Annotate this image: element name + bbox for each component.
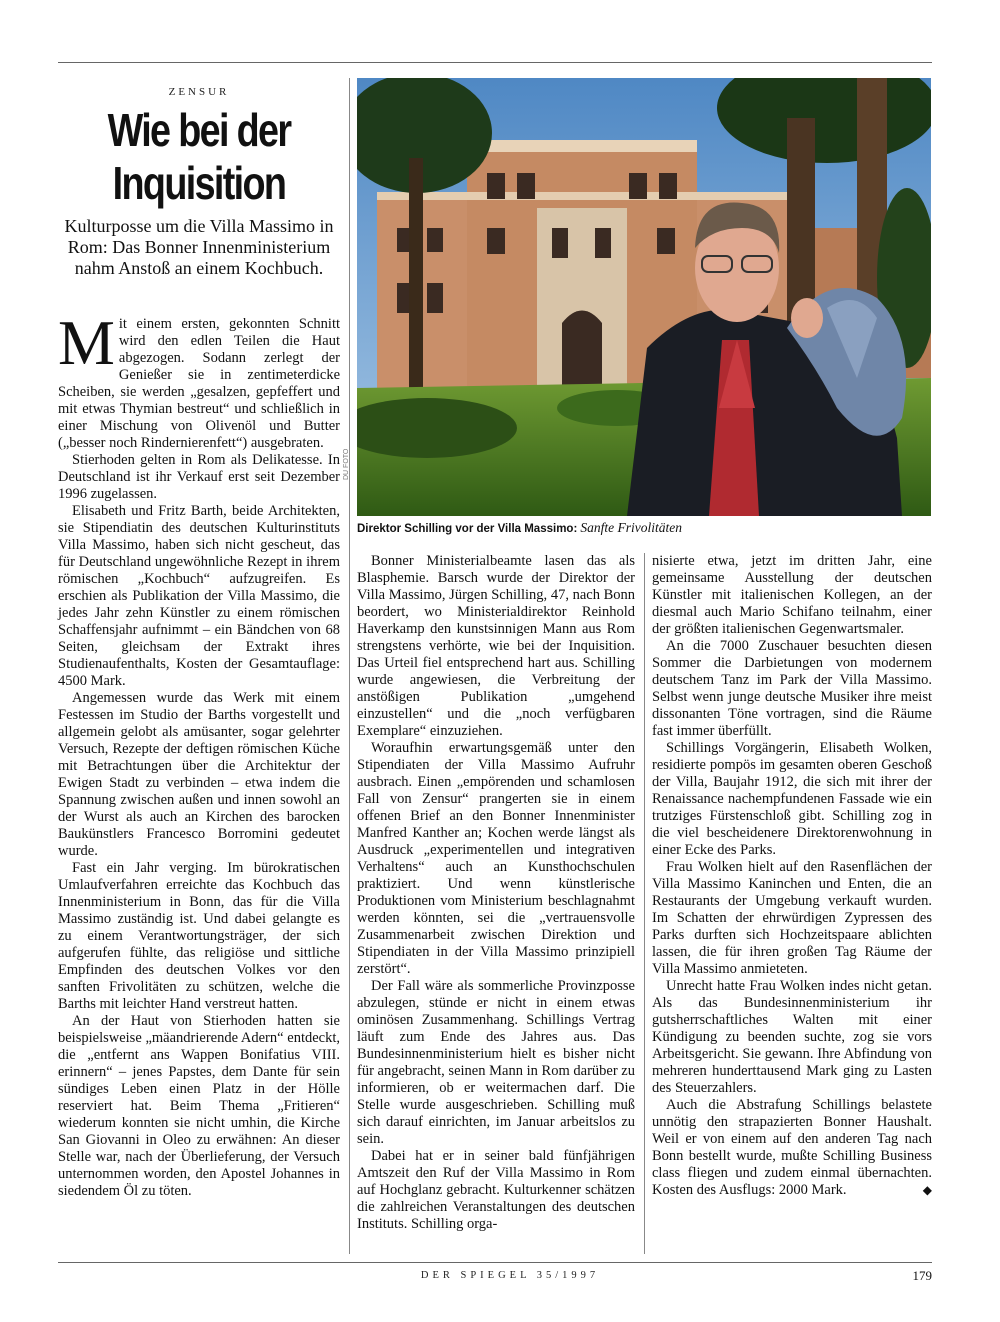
headline: Wie bei der Inquisition [107,104,291,209]
page-number: 179 [912,1268,932,1283]
paragraph: Schillings Vorgängerin, Elisabeth Wolken, residierte pompös im gesamten oberen Geschoß der Villa, Baujahr 1912, die sich mit ihrer der Renaissance nachempfundenen Fassade wie ein trutziges Fürstenschloß gibt. Schilling zog in die viel bescheidenere Direktorenwohnung in einer Ecke des Parks. [652,740,932,858]
paragraph [652,1097,932,1199]
paragraph: Angemessen wurde das Werk mit einem Festessen im Studio der Barths vorgestellt und allgemein gelobt als amüsanter, sogar gelehrter Versuch, Rezepte der deftigen römischen Küche mit Betrachtungen über die Architektur der Ewigen Stadt zu verbinden – etwa indem die Spannung zwischen außen und innen sowohl an der Wurst als auch an Kirchen des barocken Baukünstlers Francesco Borromini gedeutet wurde. [58,690,340,859]
paragraph: An der Haut von Stierhoden hatten sie beispielsweise „mäandrierende Adern“ entdeckt, die „entfernt ans Wappen Bonifatius VIII. erinnern“ – jenes Papstes, dem Dante für sein sündiges Leben einen Platz in der Hölle reserviert hat. Beim Thema „Fritieren“ wiederum konnten sie nicht umhin, die Kirche San Giovanni in Oleo zu erwähnen: An dieser Stelle war, nach der Überlieferung, der Versuch unternommen worden, den Apostel Johannes in siedendem Öl zu töten. [58,1013,340,1199]
article-column-3 [652,553,932,1199]
paragraph: Bonner Ministerialbeamte lasen das als Blasphemie. Barsch wurde der Direktor der Villa Massimo, Jürgen Schilling, 47, nach Bonn beordert, wo Ministerialdirektor Reinhold Haverkamp den kunstsinnigen Mann aus Rom strengstens verhörte, wie bei der Inquisition. Das Urteil fiel entsprechend hart aus. Schilling wurde angewiesen, die Verbreitung der anstößigen Publikation „umgehend einzustellen“ und die „noch verfügbaren Exemplare“ einzuziehen. [357,553,635,739]
article-column-1 [58,307,340,1200]
paragraph: Der Fall wäre als sommerliche Provinzposse abzulegen, stünde er nicht in einem etwas ominösen Zusammenhang. Schillings Vertrag läuft zum Ende des Jahres aus. Das Bundesinnenministerium hielt es bisher nicht für angebracht, seinen Mann in Rom darüber zu informieren, ob er weitermachen darf. Die Stelle wurde ausgeschrieben. Schilling muß sich darauf einrichten, im Januar arbeitslos zu sein. [357,978,635,1147]
drop-cap: M [58,307,115,378]
deck: Kulturposse um die Villa Massimo in Rom: Das Bonner Innenministerium nahm Anstoß an einem Kochbuch. [64,216,334,278]
top-rule [58,62,932,63]
paragraph: Unrecht hatte Frau Wolken indes nicht getan. Als das Bundesinnenministerium ihr gutsherrschaftliches Walten mit einer Kündigung zu beenden suchte, zog sie vors Arbeitsgericht. Sie gewann. Ihre Abfindung von mehreren hunderttausend Mark ging zu Lasten des Steuerzahlers. [652,978,932,1096]
end-mark-diamond: ◆ [922,1183,932,1197]
paragraph: Frau Wolken hielt auf den Rasenflächen der Villa Massimo Kaninchen und Enten, die an Restaurants der Umgebung verkauft wurden. Im Schatten der ehrwürdigen Zypressen des Parks durften sich Hochzeitspaare ablichten lassen, die für ihren großen Tag Räume der Villa Massimo anmieteten. [652,859,932,977]
footer-magazine: DER SPIEGEL 35/1997 [420,1270,600,1281]
caption-italic: Sanfte Frivolitäten [580,520,683,535]
photo-credit: DU FOTO [343,448,350,480]
paragraph: Fast ein Jahr verging. Im bürokratischen Umlaufverfahren erreichte das Kochbuch das Innenministerium in Bonn, das für die Villa Massimo zuständig ist. Und dabei gelangte es zu einem Verantwortungsträger, der sich aufgerufen fühlte, das religiöse und sittliche Empfinden des deutschen Volkes vor den sanften Frivolitäten zu schützen, welche die Barths mit leichter Hand verstreut hatten. [58,860,340,1012]
paragraph [58,307,340,452]
paragraph-text: Auch die Abstrafung Schillings belastete unnötig den strapazierten Bonner Haushalt. Weil er von einem auf den anderen Tag nach Bonn bestellt wurde, mußte Schilling Business class fliegen und zudem einmal übernachten. Kosten des Ausflugs: 2000 Mark. [652,1097,932,1198]
caption-bold: Direktor Schilling vor der Villa Massimo: [357,523,578,535]
column-divider [644,553,645,1254]
photo-villa-massimo [357,78,931,516]
article-column-2 [357,553,635,1233]
photo-caption [357,520,931,537]
column-divider [349,78,350,1254]
paragraph: An die 7000 Zuschauer besuchten diesen Sommer die Darbietungen von modernem deutschem Tanz im Park der Villa Massimo. Selbst wenn junge deutsche Musiker ihre meist dissonanten Töne vortragen, sind die Räume fast immer überfüllt. [652,638,932,739]
paragraph: Dabei hat er in seiner bald fünfjährigen Amtszeit den Ruf der Villa Massimo in Rom auf Hochglanz gebracht. Kulturkenner schätzen die zahlreichen Veranstaltungen des deutschen Instituts. Schilling orga- [357,1148,635,1232]
paragraph: Elisabeth und Fritz Barth, beide Architekten, sie Stipendiatin des deutschen Kulturinstituts Villa Massimo, haben sich nicht gescheut, das für Deutschland ungewöhnliche Rezept in ihrem römischen „Kochbuch“ aufzugreifen. Es erschien als Publikation der Villa Massimo, die jedes Jahr zehn Künstler zu einem römischen Schaffensjahr aufnimmt – ein Bändchen von 68 Seiten, gleichsam der Extrakt ihres Studienaufenthalts, Kosten der Gesamtauflage: 4500 Mark. [58,503,340,689]
kicker: ZENSUR [168,86,230,98]
villa-photo-illustration [357,78,931,516]
paragraph: Woraufhin erwartungsgemäß unter den Stipendiaten der Villa Massimo Aufruhr ausbrach. Einen „empörenden und schamlosen Fall von Zensur“ prangerten sie in einem offenen Brief an den Bonner Innenminister Manfred Kanther an; Kochen werde längst als Ausdruck „experimentellen und integrativen Verhaltens“ auch an Kunsthochschulen praktiziert. Und wenn künstlerische Produktionen vom Ministerium beschlagnahmt werden könnten, sei die „vertrauensvolle Zusammenarbeit zwischen Direktion und Stipendiaten in der Villa Massimo prinzipiell zerstört“. [357,740,635,977]
paragraph: nisierte etwa, jetzt im dritten Jahr, eine gemeinsame Ausstellung der deutschen Künstler mit italienischen Kollegen, an der diesmal auch Mario Schifano teilnahm, einer der größten italienischen Gegenwartsmaler. [652,553,932,637]
paragraph-text: it einem ersten, gekonnten Schnitt wird den edlen Teilen die Haut abgezogen. Sodann zerlegt der Genießer sie in zentimeterdicke Scheiben, sie werden „gesalzen, gepfeffert und mit etwas Thymian bestreut“ und schließlich in einer Mischung von Olivenöl und Butter („besser noch Rindernierenfett“) ausgebraten. [58,316,340,451]
paragraph: Stierhoden gelten in Rom als Delikatesse. In Deutschland ist ihr Verkauf erst seit Dezember 1996 zugelassen. [58,452,340,502]
bottom-rule [58,1262,932,1263]
